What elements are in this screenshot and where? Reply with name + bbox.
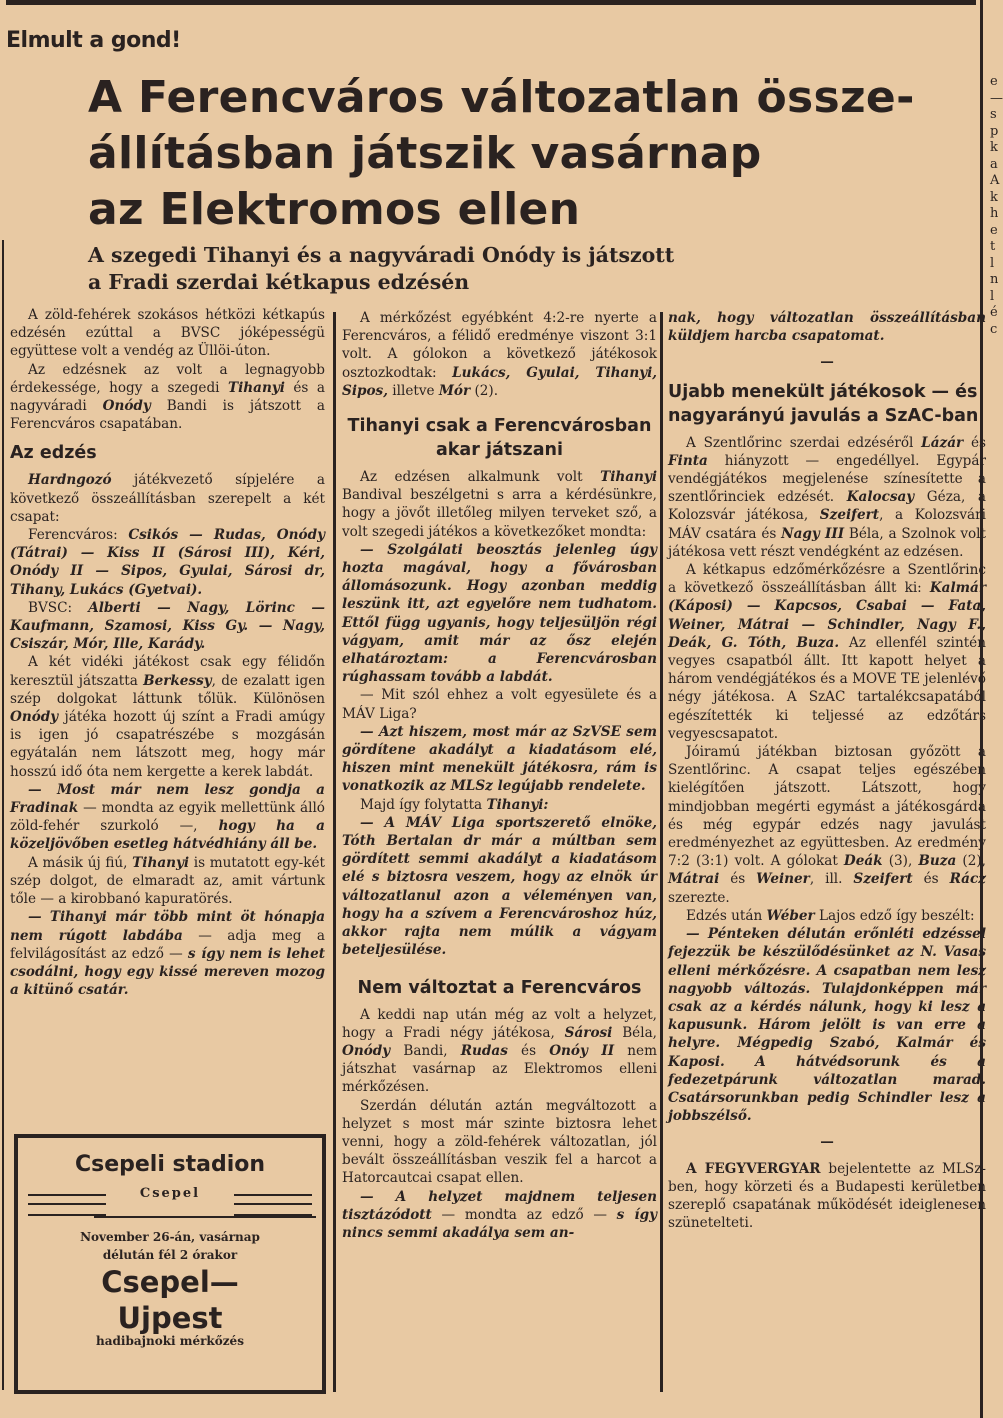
paragraph: Jóiramú játékban biztosan győzött a Szentlőrinc. A csapat teljes egészében kielégítően játszott. Látszott, hogy mindjobban megérti egymást a játékosgárda és még egypár edzés nagy javulást eredményezhet az együttesben. Az eredmény 7:2 (3:1) volt. A gólokat Deák (3), Buza (2), Mátrai és Weiner, ill. Szeifert és Rácz szerezte. [668,744,986,906]
top-rule [6,0,976,5]
headline [88,70,968,238]
ad-match-team1: Csepel— [101,1265,239,1299]
ad-divider [94,1216,316,1218]
section-heading: Ujabb menekült játékosok — és nagyarányú javulás a SzAC-ban [668,381,979,426]
paragraph: Szerdán délután aztán megváltozott a helyzet s most már szinte biztosra lehet venni, hogy a zöld-fehérek változatlan, jól bevált összeállításban veszik fel a harcot a Hatorcautcai csapat ellen. [342,1097,657,1187]
lineup-bvsc: BVSC: Alberti — Nagy, Lörinc — Kaufmann, Szamosi, Kiss Gy. — Nagy, Csiszár, Mór, Ille, Karády. [10,599,325,653]
article-column-2 [342,309,657,1242]
ad-match-team2: Ujpest [117,1301,223,1335]
section-separator: — [820,1134,834,1151]
headline-line: az Elektromos ellen [88,184,581,235]
ad-match-type: hadibajnoki mérkőzés [96,1334,244,1348]
quote-paragraph: — Pénteken délután erőnléti edzéssel fejezzük be készülődésünket az N. Vasas elleni mérkőzésre. A csapatban nem lesz nagyobb változás. Tulajdonképpen már csak az a kérdés nálunk, hogy ki lesz a kapusunk. Három jelölt is van erre a helyre. Mégpedig Szabó, Kalmár és Kaposi. A hátvédsorunk és a fedezetpárunk változatlan marad. Csatársorunkban pedig Schindler lesz a jobbszélső. [668,926,986,1125]
paragraph: Az edzésnek az volt a legnagyobb érdekessége, hogy a szegedi Tihanyi és a nagyváradi Onódy Bandi is játszott a Ferencváros csapatában. [10,361,326,433]
ad-time: délután fél 2 órakor [102,1248,238,1262]
paragraph: A másik új fiú, Tihanyi is mutatott egy-két szép dolgot, de elmaradt az, amit vártunk tőle — a kirobbanó kapuratörés. [10,854,325,908]
paragraph: — Mit szól ehhez a volt egyesülete és a MÁV Liga? [342,687,657,722]
ad-subtitle: Csepel [139,1186,201,1201]
ad-title: Csepeli stadion [74,1152,266,1177]
paragraph: A két vidéki játékost csak egy félidőn keresztül játszatta Berkessy, de ezalatt igen szép dolgokat láttunk tőlük. Különösen Onódy játéka hozott új színt a Fradi amúgy is igen jó csapatrészébe s mozgásán egyátalán nem látszott meg, hogy már hosszú idő óta nem kergette a kerek labdát. [10,654,325,780]
column-rule-2 [660,312,663,1392]
paragraph: A keddi nap után még az volt a helyzet, hogy a Fradi négy játékosa, Sárosi Béla, Onódy Bandi, Rudas és Onóy II nem játszhat vasárnap az Elektromos elleni mérkőzésen. [342,1006,657,1096]
quote-paragraph: — Szolgálati beosztás jelenleg úgy hozta magával, hogy a fővárosban állomásozunk. Hogy azonban meddig leszünk itt, azt egyelőre nem tudhatom. Ettől függ ugyanis, hogy teljesüljön régi vágyam, amit már az ősz elején elhatároztam: a Ferencvárosban rúghassam tovább a labdát. [342,541,657,686]
article-column-3 [668,309,986,1232]
paragraph: A FEGYVERGYAR bejelentette az MLSz-ben, hogy körzeti és a Budapesti kerületben szereplő csapatának működését ideiglenesen szünetelteti. [668,1160,986,1232]
headline-line: állításban játszik vasárnap [88,128,762,179]
ad-date: November 26-án, vasárnap [80,1230,260,1244]
adjacent-column-fragment: e — s p k a A k h e t l n l é c [990,74,1003,337]
kicker: Elmult a gond! [6,28,181,53]
quote-paragraph: — Azt hiszem, most már az SzVSE sem gördítene akadályt a kiadatásom elé, hiszen mint menekült játékosra, rám is vonatkozik az MLSz legújabb rendelete. [342,723,657,795]
ad-datetime [14,1228,326,1264]
subheadline-line: A szegedi Tihanyi és a nagyváradi Onódy is játszott [88,243,675,267]
subheadline [88,242,948,296]
section-heading: Tihanyi csak a Ferencvárosban akar játszani [347,416,652,461]
left-edge-rule [2,240,4,1390]
paragraph: — Most már nem lesz gondja a Fradinak — mondta az egyik mellettünk álló zöld-fehér szurkoló —, hogy ha a közeljövőben esetleg hátvédhiány áll be. [10,781,325,853]
paragraph: A kétkapus edzőmérkőzésre a Szentlőrinc a következő összeállításban állt ki: Kalmár (Káposi) — Kapcsos, Csabai — Fata, Weiner, Mátrai — Schindler, Nagy F., Deák, G. Tóth, Buza. Az ellenfél szintén vegyes csapatból állt. Itt kapott helyet a három vendégjátékos és a MOVE TE jelenlévő négy játékosa. A SzAC tartalékcsapatából egészítették ki teljessé az edzőtárs vegyescsapatot. [668,562,986,742]
section-heading: Az edzés [10,443,97,464]
quote-continuation: nak, hogy változatlan összeállításban küldjem harcba csapatomat. [668,310,986,345]
quote-paragraph: — A MÁV Liga sportszerető elnöke, Tóth Bertalan dr már a múltban sem gördített semmi akadályt a kiadatásom elé s biztosra veszem, hogy az elnök úr változatlanul azon a véleményen van, hogy ha a szívem a Ferencvároshoz húz, akkor rajta nem múlik a vágyam beteljesülése. [342,814,657,959]
lineup-ferencvaros: Ferencváros: Csikós — Rudas, Onódy (Tátrai) — Kiss II (Sárosi III), Kéri, Onódy II — Sipos, Gyulai, Sárosi dr, Tihany, Lukács (Gyetvai). [10,527,325,598]
paragraph: — A helyzet majdnem teljesen tisztázódott — mondta az edző — s így nincs semmi akadálya sem an- [342,1188,657,1241]
paragraph: A zöld-fehérek szokásos hétközi kétkapús edzésén ezúttal a BVSC jóképességü együttese volt a vendég az Üllöi-úton. [10,307,325,360]
ad-match [14,1264,326,1336]
article-column-1 [10,306,325,999]
paragraph: A mérkőzést egyébként 4:2-re nyerte a Ferencváros, a félidő eredménye viszont 3:1 volt. A gólokon a következő játékosok osztozkodtak: Lukács, Gyulai, Tihanyi, Sipos, illetve Mór (2). [342,310,657,399]
column-rule-1 [333,312,336,1392]
paragraph: Majd így folytatta Tihanyi: [360,796,549,813]
paragraph: Edzés után Wéber Lajos edző így beszélt: [686,907,975,924]
paragraph: Hardngozó játékvezető sípjelére a következő összeállításban szerepelt a két csapat: [10,472,325,525]
paragraph: Az edzésen alkalmunk volt Tihanyi Bandival beszélgetni s arra a kérdésünkre, hogy a jövőt illetőleg milyen terveket sző, a volt szegedi játékos a következőket mondta: [342,469,657,540]
subheadline-line: a Fradi szerdai kétkapus edzésén [88,270,470,294]
paragraph: — Tihanyi már több mint öt hónapja nem rúgott labdába — adja meg a felvilágosítást az edző — s így nem is lehet csodálni, hogy egy kissé mereven mozog a kitünő csatár. [10,909,325,999]
stadium-advertisement [14,1134,326,1394]
section-separator: — [820,354,834,371]
section-heading: Nem változtat a Ferencváros [357,977,642,998]
headline-line: A Ferencváros változatlan össze- [88,72,915,123]
paragraph: A Szentlőrinc szerdai edzéséről Lázár és Finta hiányzott — engedéllyel. Egypár vendégjátékos megjelenése színesítette a szentlőrinciek edzését. Kalocsay Géza, a Kolozsvár játékosa, Szeifert, a Kolozsvári MÁV csatára és Nagy III Béla, a Szolnok volt játékosa vett részt vendégként az edzésen. [668,434,987,560]
